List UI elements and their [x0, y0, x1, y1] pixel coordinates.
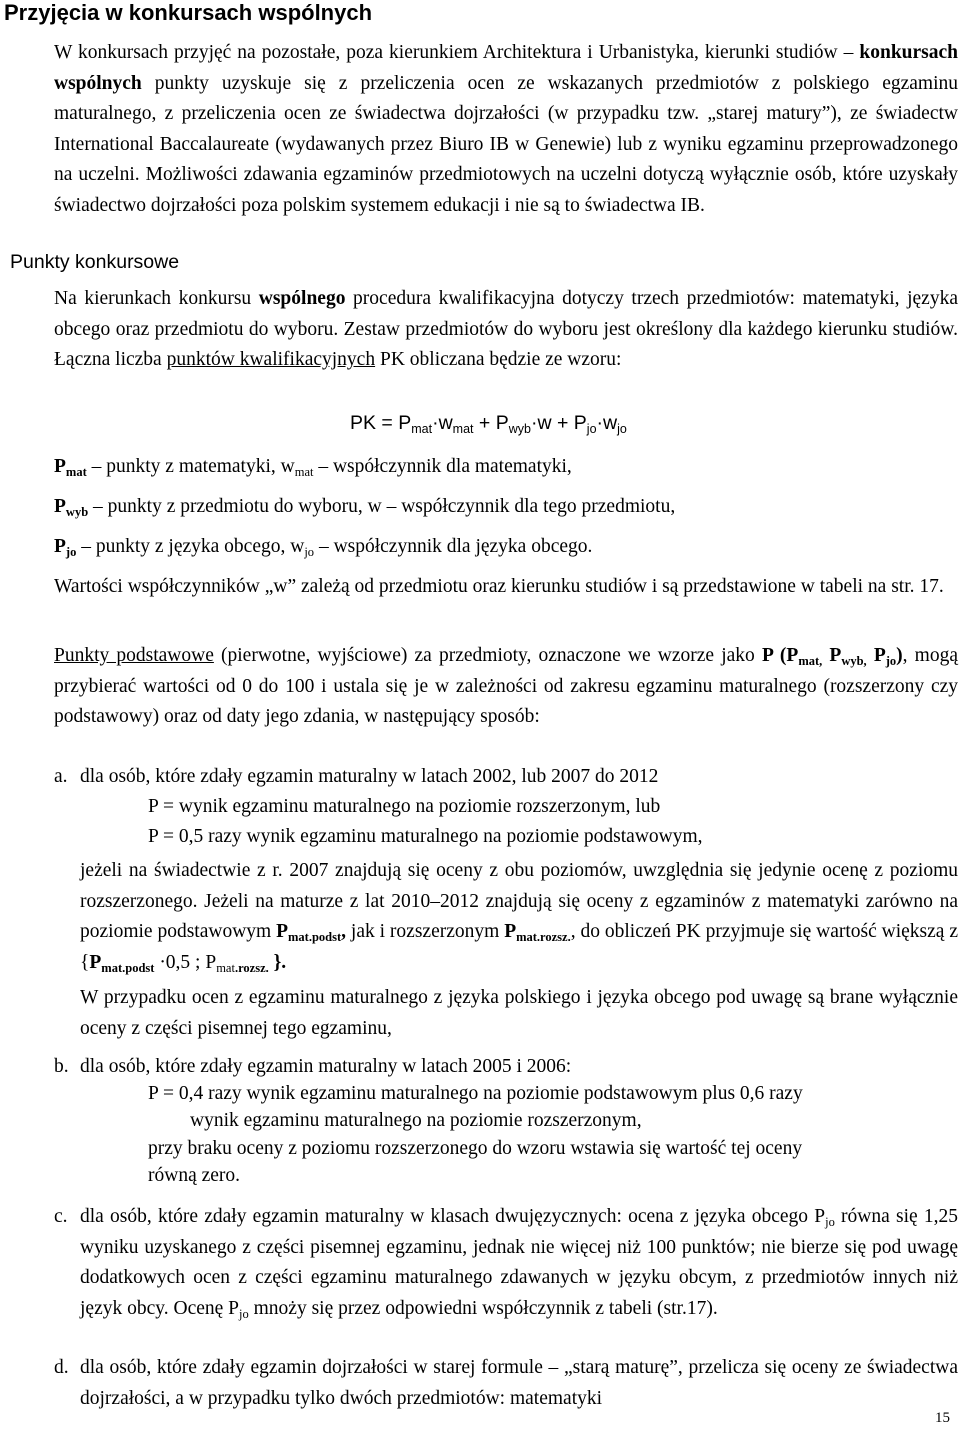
para2-underlined: punktów kwalifikacyjnych [166, 349, 376, 371]
formula-sub: mat [452, 422, 474, 436]
definition-wyb [54, 492, 675, 522]
def-sub2: mat [294, 465, 314, 479]
formula-part: PK = P [350, 412, 412, 434]
def-text: – punkty z matematyki, w [86, 456, 295, 477]
page-number: 15 [935, 1410, 950, 1426]
sub: mat.rozsz. [516, 930, 571, 945]
sub: mat.podst [288, 930, 342, 945]
para2-text-1: Na kierunkach konkursu [54, 288, 259, 309]
item-b-intro: dla osób, które zdały egzamin maturalny w latach 2005 i 2006: [80, 1056, 572, 1077]
pk-formula [350, 412, 627, 435]
basic-points-sub: wyb, [841, 654, 867, 668]
def-text2: – współczynnik dla matematyki, [313, 456, 572, 477]
basic-points-sub: jo [885, 654, 897, 668]
item-c-letter: c. [54, 1206, 68, 1227]
bold: P [276, 921, 289, 943]
weights-note: Wartości współczynników „w” zależą od przedmiotu oraz kierunku studiów i są przedstawione w tabeli na str. 17. [54, 576, 944, 597]
formula-part: ·w [432, 412, 453, 434]
def-symbol: P [54, 536, 66, 557]
basic-points-text-2: , mogą przybierać wartości od 0 do 100 i ustala się je w zależności od zakresu egzaminu maturalnego (rozszerzony czy podstawowy) oraz od daty jego zdania, w następujący sposób: [54, 645, 958, 728]
formula-sub: jo [617, 422, 627, 436]
basic-points-underlined: Punkty podstawowe [54, 645, 214, 666]
basic-points-bold: ) [896, 645, 903, 666]
item-d-letter: d. [54, 1357, 69, 1378]
sub: mat [216, 960, 235, 975]
sub: jo [239, 1306, 249, 1321]
para2-bold: wspólnego [258, 288, 346, 309]
text: mnoży się przez odpowiedni współczynnik z tabeli (str.17). [248, 1297, 718, 1319]
item-a-paragraph1 [80, 856, 958, 978]
text: jak i rozszerzonym [346, 921, 505, 943]
item-b-line2: wynik egzaminu maturalnego na poziomie rozszerzonym, [190, 1110, 642, 1131]
def-text: – punkty z przedmiotu do wyboru, w – współczynnik dla tego przedmiotu, [88, 496, 676, 517]
sub: .rozsz. [234, 960, 269, 975]
basic-points-text-1: (pierwotne, wyjściowe) za przedmioty, oznaczone we wzorze jako [213, 645, 762, 666]
definition-mat [54, 452, 572, 482]
sub: jo [825, 1215, 835, 1229]
formula-part: ·w + P [530, 412, 587, 434]
definition-jo [54, 532, 592, 562]
def-symbol-sub: mat [65, 465, 87, 479]
text: jeżeli na świadectwie z r. 2007 znajdują się oceny z obu poziomów, uwzględnia się jedynie ocenę z poziomu rozszerzonego. Jeżeli na maturze z lat 2010–2012 znajdują się oceny z egzaminów z matematyki zarówno na poziomie podstawowym [80, 860, 958, 943]
text: , do obliczeń PK przyjmuje się wartość większą z { [80, 921, 958, 973]
def-text: – punkty z języka obcego, w [76, 536, 305, 557]
item-b-line4: równą zero. [148, 1165, 241, 1186]
def-sub2: jo [304, 545, 315, 559]
para2-text-2: procedura kwalifikacyjna dotyczy trzech przedmiotów: matematyki, języka obcego oraz przedmiotu do wyboru. Zestaw przedmiotów do wyboru jest określony dla każdego kierunku studiów. Łączna liczba [54, 288, 958, 371]
bold: , [341, 921, 347, 943]
basic-points-bold: P [866, 645, 886, 666]
formula-sub: wyb [508, 422, 531, 436]
bold: P [89, 951, 102, 973]
text: dla osób, które zdały egzamin maturalny w klasach dwujęzycznych: ocena z języka obcego P [80, 1206, 826, 1227]
item-a-line1: P = wynik egzaminu maturalnego na poziomie rozszerzonym, lub [148, 796, 661, 817]
formula-part: + P [473, 412, 509, 434]
item-a-paragraph2: W przypadku ocen z egzaminu maturalnego z języka polskiego i języka obcego pod uwagę są brane wyłącznie oceny z części pisemnej tego egzaminu, [80, 987, 958, 1039]
text: ·0,5 ; P [154, 951, 217, 973]
item-b-line1: P = 0,4 razy wynik egzaminu maturalnego na poziomie podstawowym plus 0,6 razy [148, 1083, 803, 1104]
def-text2: – współczynnik dla języka obcego. [314, 536, 593, 557]
bold: P [504, 921, 517, 943]
bold: }. [268, 951, 287, 973]
def-symbol: P [54, 496, 66, 517]
intro-text-2: punkty uzyskuje się z przeliczenia ocen ze wskazanych przedmiotów z polskiego egzaminu maturalnego, z przeliczenia ocen ze świadectwa dojrzałości (w przypadku tzw. „starej matury”), ze świadectw International Baccalaureate (wydawanych przez Biuro IB w Genewie) lub z wyniku egzaminu przeprowadzonego na uczelni. Możliwości zdawania egzaminów przedmiotowych na uczelni dotyczą wyłącznie osób, które uzyskały świadectwo dojrzałości poza polskim systemem edukacji i nie są to świadectwa IB. [54, 72, 958, 216]
intro-bold: konkursach wspólnych [54, 42, 958, 94]
page-title: Przyjęcia w konkursach wspólnych [4, 0, 373, 25]
points-paragraph [54, 284, 958, 376]
item-b-letter: b. [54, 1056, 69, 1077]
text: równa się 1,25 wyniku uzyskanego z części pisemnej egzaminu, jednak nie więcej niż 100 punktów; nie bierze się pod uwagę dodatkowych ocen z części egzaminu maturalnego zdawanych w języku obcym, z przedmiotów innych niż język obcy. Ocenę P [80, 1206, 958, 1319]
formula-sub: mat [411, 422, 433, 436]
def-symbol: P [54, 456, 66, 477]
item-a-line2: P = 0,5 razy wynik egzaminu maturalnego na poziomie podstawowym, [148, 826, 703, 847]
basic-points-bold: P [829, 645, 842, 666]
item-a-intro: dla osób, które zdały egzamin maturalny w latach 2002, lub 2007 do 2012 [80, 766, 659, 787]
item-c-paragraph [80, 1202, 958, 1324]
sub: mat.podst [101, 960, 155, 975]
def-symbol-sub: wyb [65, 505, 89, 519]
para2-text-3: PK obliczana będzie ze wzoru: [375, 349, 622, 371]
formula-part: ·w [596, 412, 618, 434]
basic-points-bold: P (P [761, 645, 799, 666]
item-d-paragraph: dla osób, które zdały egzamin dojrzałości w starej formule – „starą maturę”, przelicza się oceny ze świadectwa dojrzałości, a w przypadku tylko dwóch przedmiotów: matematyki [80, 1357, 958, 1409]
def-symbol-sub: jo [65, 545, 77, 559]
item-b-line3: przy braku oceny z poziomu rozszerzonego do wzoru wstawia się wartość tej oceny [148, 1138, 803, 1159]
basic-points-sub: mat, [798, 654, 823, 668]
item-a-letter: a. [54, 766, 68, 787]
basic-points-paragraph [54, 641, 958, 733]
intro-paragraph [54, 38, 958, 222]
formula-sub: jo [586, 422, 597, 436]
section-heading: Punkty konkursowe [10, 251, 180, 273]
intro-text-1: W konkursach przyjęć na pozostałe, poza kierunkiem Architektura i Urbanistyka, kierunki studiów – [54, 42, 860, 63]
